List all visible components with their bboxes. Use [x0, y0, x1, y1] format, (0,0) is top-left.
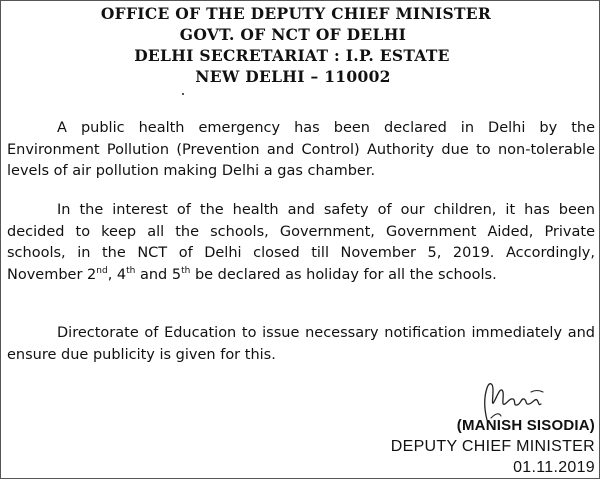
paragraph-text: A public health emergency has been declared in Delhi by the Environment Pollution (Prevention and Control) Authority due to non-tolerable levels of air pollution making Delhi a gas chamber.	[7, 120, 595, 179]
ordinal-suffix: nd	[96, 265, 108, 276]
paragraph-text-part: , 4	[107, 266, 127, 283]
government-name: GOVT. OF NCT OF DELHI	[179, 25, 407, 44]
paragraph-school-closure	[7, 200, 595, 286]
paragraph-text	[7, 200, 595, 286]
signature-block	[391, 415, 595, 478]
paragraph-emergency	[7, 118, 595, 183]
signatory-name: (MANISH SISODIA)	[456, 417, 595, 434]
ordinal-suffix: th	[126, 265, 136, 276]
city-pincode: NEW DELHI – 110002	[195, 67, 391, 86]
paragraph-directorate	[7, 323, 595, 366]
secretariat-address: DELHI SECRETARIAT : I.P. ESTATE	[134, 46, 450, 65]
signatory-designation: DEPUTY CHIEF MINISTER	[390, 438, 595, 455]
signature-date: 01.11.2019	[513, 459, 595, 476]
paragraph-text-end: be declared as holiday for all the schools.	[190, 266, 497, 283]
paragraph-text-part: and 5	[135, 266, 182, 283]
office-title: OFFICE OF THE DEPUTY CHIEF MINISTER	[100, 4, 492, 23]
letterhead	[1, 3, 599, 87]
paragraph-text: Directorate of Education to issue necessary notification immediately and ensure due publicity is given for this.	[7, 325, 595, 363]
paragraph-text-main: In the interest of the health and safety of our children, it has been decided to keep all the schools, Government, Government Aided, Private schools, in the NCT of Delhi closed till November 5, 2019. Accordingly, November 2	[7, 202, 595, 283]
ordinal-suffix: th	[181, 265, 191, 276]
scan-speck	[182, 93, 184, 95]
